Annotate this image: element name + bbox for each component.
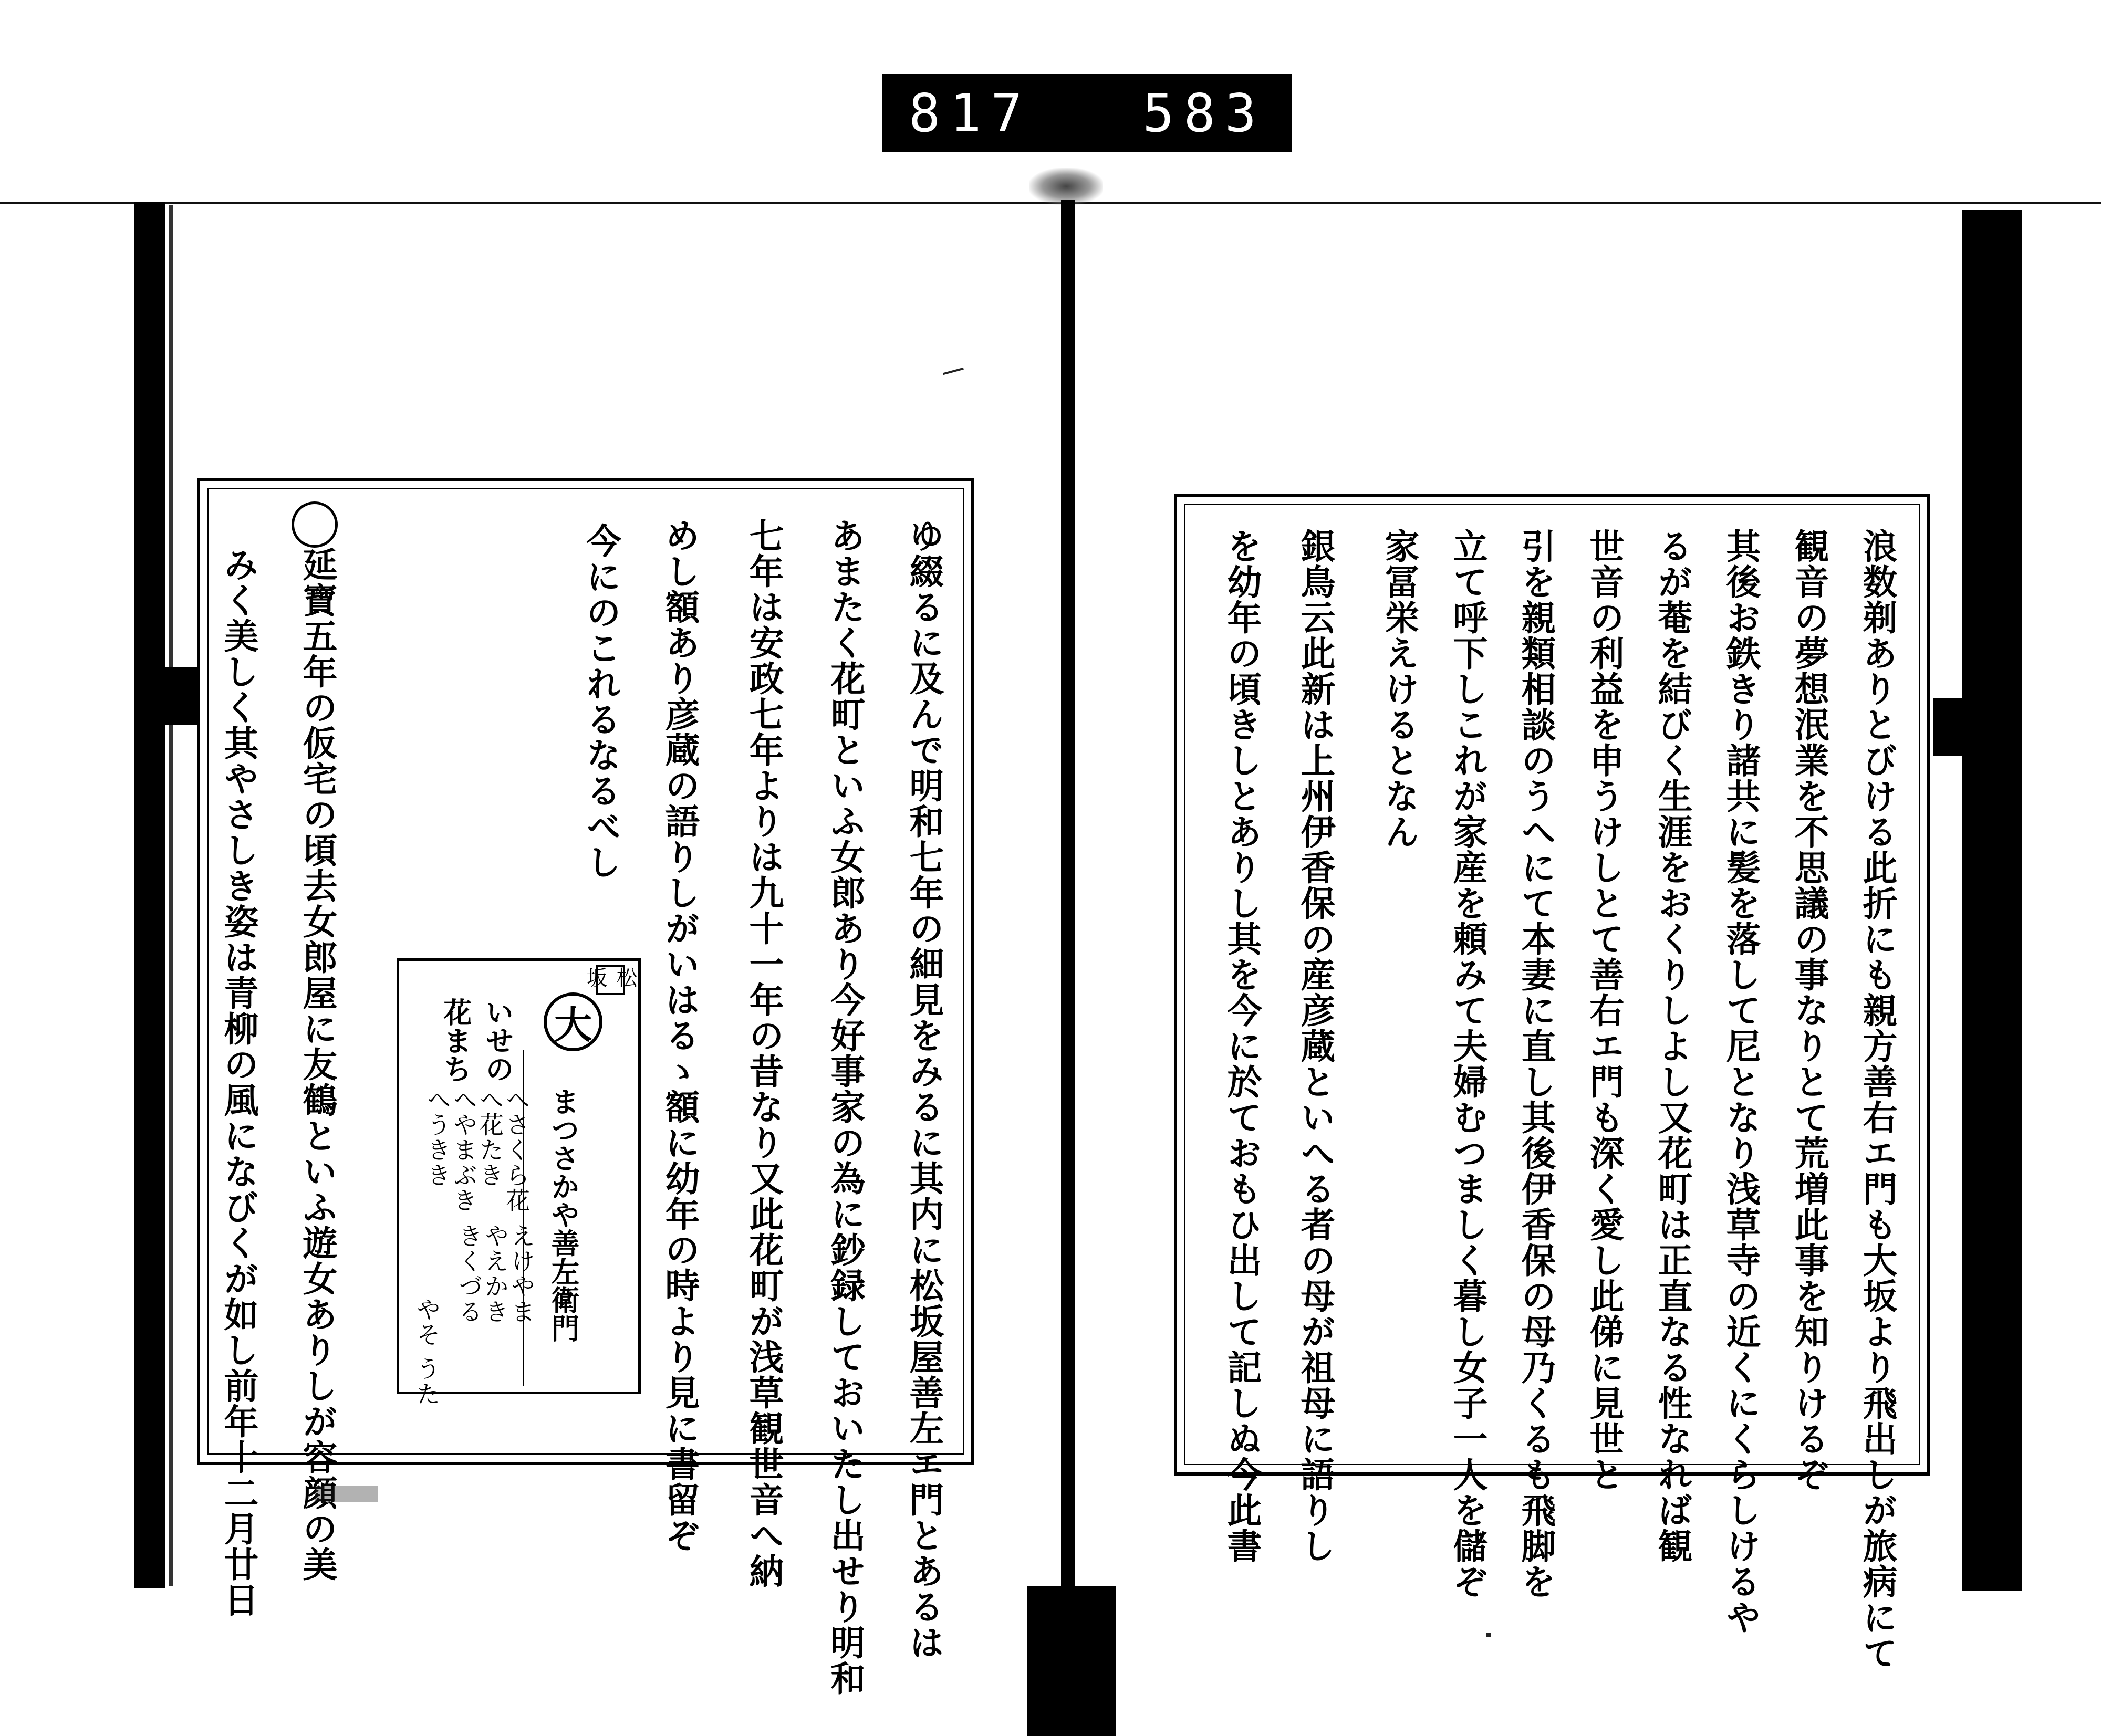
right-cover-edge [1962,210,2022,1591]
ad-heading: 松坂 [596,965,625,995]
scan-speck [943,368,964,375]
right-column-8: 家冨栄えけるとなん [1379,528,1420,850]
call-number-plate [882,74,1292,152]
chapter-circle-mark [292,501,338,548]
left-binding-tab [158,667,197,725]
left-column-2: あまたく花町といふ女郎あり今好事家の為に鈔録しておいたし出せり明和 [825,518,866,1696]
left-column-4: めし額あり彦蔵の語りしがいはるゝ額に幼年の時より見に書留ぞ [659,518,700,1553]
call-number-right: 583 [1142,82,1266,144]
book-spine [1061,200,1075,1691]
left-column-1: ゆ綴るに及んで明和七年の細見をみるに其内に松坂屋善左エ門とあるは [903,518,944,1660]
right-column-3: 其後お鉄きり諸共に髪を落して尼となり浅草寺の近くにくらしけるや [1720,528,1761,1635]
ad-item-5: えけやま [507,1223,536,1324]
scan-speck [315,1486,378,1502]
left-cover-edge [134,202,165,1588]
ad-item-3: へやまぶき [450,1087,478,1213]
publisher-mark-glyph: 大 [554,1002,592,1047]
right-column-6: 引を親類相談のうへにて本妻に直し其後伊香保の母乃くるも飛脚を [1515,528,1556,1599]
publisher-advertisement [397,958,641,1407]
right-binding-tab [1933,698,1972,756]
ad-item-2: へ花たき [476,1087,504,1188]
ad-item-4: へうきき [423,1087,452,1188]
right-column-7: 立て呼下しこれが家産を頼みて夫婦むつましく暮し女子一人を儲ぞ [1447,528,1488,1599]
ad-publisher: まつさかや善左衛門 [547,1087,580,1342]
right-page-text-frame [1174,494,1930,1671]
publisher-mark [544,992,602,1051]
right-column-1: 浪数剃ありとびける此折にも親方善右エ門も大坂より飛出しが旅病にて [1857,528,1898,1671]
ad-title-2: 花まち [439,998,473,1083]
right-column-9: 銀鳥云此新は上州伊香保の産彦蔵といへる者の母が祖母に語りし [1295,528,1336,1564]
right-column-2: 観音の夢想泯業を不思議の事なりとて荒増此事を知りけるぞ [1788,528,1829,1492]
left-column-3: 七年は安政七年よりは九十一年の昔なり又此花町が浅草観世音へ納 [743,518,784,1589]
ad-item-1: へさくら花 [502,1087,531,1213]
right-column-4: るが菴を結びく生涯をおくりしよし又花町は正直なる性なれば観 [1652,528,1693,1564]
ad-item-6: やえかき [481,1223,509,1324]
right-column-10: を幼年の頃きしとありし其を今に於ておもひ出して記しぬ今此書 [1221,528,1262,1564]
ad-item-7: きくづる [455,1223,483,1324]
ad-note: やそ うた [413,1297,441,1407]
right-column-5: 世音の利益を申うけしとて善右エ門も深く愛し此俤に見世と [1584,528,1625,1492]
left-column-7: みく美しく其やさしき姿は青柳の風になびくが如し前年十二月廿日 [218,547,259,1618]
left-column-5: 今にのこれるなるべし [580,523,621,880]
scan-speck [1486,1633,1491,1637]
call-number-left: 817 [909,82,1032,144]
left-column-6: 延寶五年の仮宅の頃去女郎屋に友鶴といふ遊女ありしが容顔の美 [297,547,338,1582]
left-cover-inner-edge [169,205,173,1586]
book-spine-foot [1027,1586,1116,1736]
ad-title-1: いせの [481,998,515,1083]
